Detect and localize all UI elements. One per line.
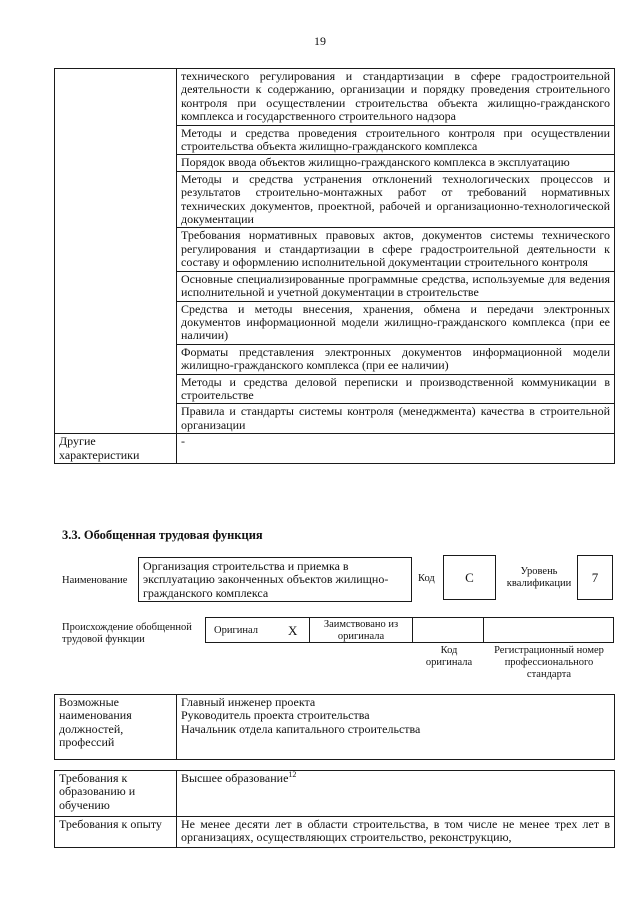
section-title: 3.3. Обобщенная трудовая функция xyxy=(62,528,263,542)
education-label: Требования к образованию и обучению xyxy=(55,771,177,817)
knowledge-item: Основные специализированные программные средства, используемые для ведения исполнительной и учетной документации в строительстве xyxy=(177,271,615,301)
education-footnote: 12 xyxy=(288,770,297,779)
requirements-table xyxy=(54,770,615,848)
origin-reg-box xyxy=(483,617,614,643)
education-value-cell xyxy=(177,771,615,817)
origin-label: Происхождение обобщенной трудовой функции xyxy=(62,622,192,645)
experience-label: Требования к опыту xyxy=(55,817,177,848)
knowledge-item: Форматы представления электронных документов информационной модели жилищно-гражданского комплекса (при ее наличии) xyxy=(177,344,615,374)
knowledge-table xyxy=(54,68,615,464)
table-row xyxy=(55,695,615,760)
origin-original-mark: X xyxy=(288,623,298,638)
experience-value: Не менее десяти лет в области строительства, в том числе не менее трех лет в организациях, осуществляющих строительство, реконструкцию, xyxy=(177,817,615,848)
knowledge-item: технического регулирования и стандартизации в сфере градостроительной деятельности к содержанию, организации и порядку проведения строительного контроля при осуществлении строительства объекта жилищно-гражданского комплекса и государственного строительного надзора xyxy=(177,69,615,126)
page-number: 19 xyxy=(314,34,326,48)
function-code-label: Код xyxy=(418,573,435,584)
positions-table xyxy=(54,694,615,760)
origin-original-label: Оригинал xyxy=(214,625,258,636)
knowledge-item: Средства и методы внесения, хранения, обмена и передачи электронных документов информационной модели жилищно-гражданского комплекса (при ее наличии) xyxy=(177,301,615,344)
origin-original-box xyxy=(205,617,310,643)
knowledge-item: Требования нормативных правовых актов, документов системы технического регулирования и стандартизации в сфере градостроительной деятельности к составу и оформлению исполнительной документации строительного контроля xyxy=(177,228,615,271)
knowledge-item: Правила и стандарты системы контроля (менеджмента) качества в строительной организации xyxy=(177,404,615,434)
table-row xyxy=(55,69,615,126)
knowledge-item: Методы и средства проведения строительного контроля при осуществлении строительства объекта жилищно-гражданского комплекса xyxy=(177,125,615,155)
education-value: Высшее образование xyxy=(181,771,289,785)
position-item: Главный инженер проекта xyxy=(181,695,316,709)
table-row xyxy=(55,434,615,464)
knowledge-item: Порядок ввода объектов жилищно-гражданского комплекса в эксплуатацию xyxy=(177,155,615,171)
origin-borrowed-box: Заимствовано из оригинала xyxy=(309,617,413,643)
positions-list xyxy=(177,695,615,760)
knowledge-item: Методы и средства деловой переписки и производственной коммуникации в строительстве xyxy=(177,374,615,404)
origin-code-caption: Код оригинала xyxy=(425,645,473,668)
origin-reg-caption: Регистрационный номер профессионального стандарта xyxy=(494,645,604,680)
table-row xyxy=(55,771,615,817)
function-name-value: Организация строительства и приемка в эксплуатацию законченных объектов жилищно-гражданского комплекса xyxy=(138,557,412,602)
knowledge-label-cell xyxy=(55,69,177,434)
other-characteristics-label: Другие характеристики xyxy=(55,434,177,464)
origin-code-box xyxy=(412,617,484,643)
qualification-level-label: Уровень квалификации xyxy=(506,566,572,589)
positions-label: Возможные наименования должностей, профессий xyxy=(55,695,177,760)
other-characteristics-value: - xyxy=(177,434,615,464)
table-row xyxy=(55,817,615,848)
position-item: Руководитель проекта строительства xyxy=(181,708,370,723)
knowledge-item: Методы и средства устранения отклонений технологических процессов и результатов строительно-монтажных работ от требований нормативных технических документов, проектной, рабочей и организационно-технологической документации xyxy=(177,171,615,228)
qualification-level-value: 7 xyxy=(577,555,613,600)
position-item: Начальник отдела капитального строительства xyxy=(181,721,421,736)
function-code-value: C xyxy=(443,555,496,600)
function-name-label: Наименование xyxy=(62,575,128,586)
